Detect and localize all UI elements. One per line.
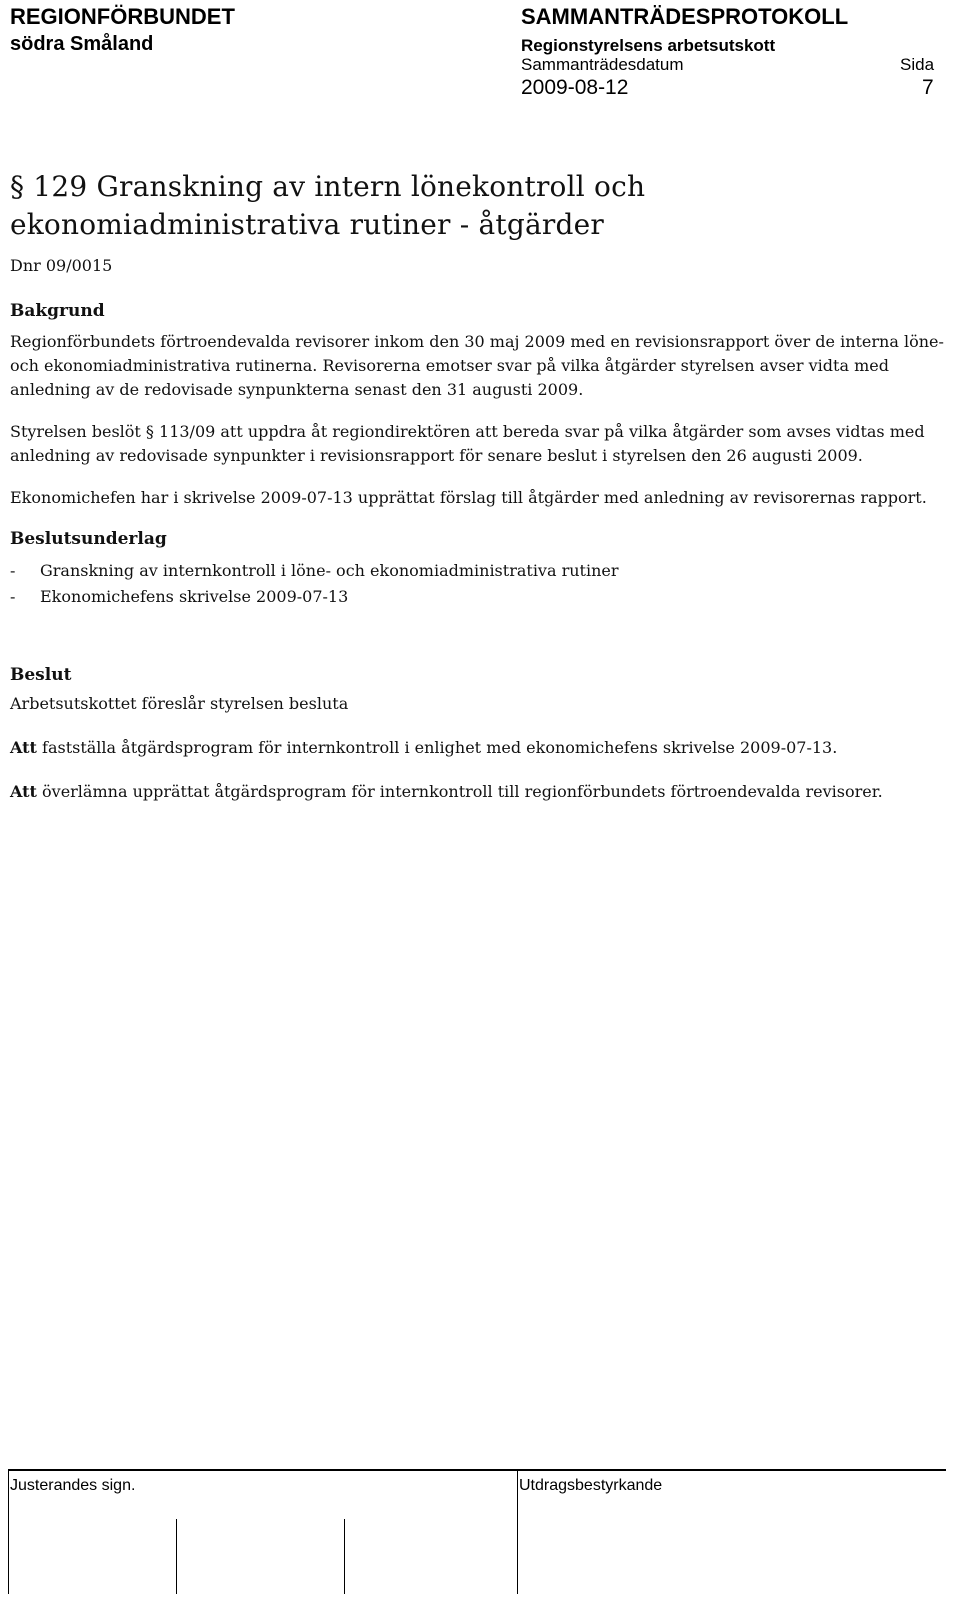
list-item: - Granskning av internkontroll i löne- och ekonomiadministrativa rutiner (10, 561, 619, 580)
beslut-att-2: Att överlämna upprättat åtgärdsprogram för internkontroll till regionförbundets förtroendevalda revisorer. (10, 782, 883, 801)
footer-left-border (8, 1469, 9, 1594)
signature-footer (8, 1469, 946, 1589)
section-heading-beslutsunderlag: Beslutsunderlag (10, 529, 167, 549)
bakgrund-paragraph-1: Regionförbundets förtroendevalda revisorer inkom den 30 maj 2009 med en revisionsrapport över de interna löne- och ekonomiadministrativa rutinerna. Revisorerna emotser svar på vilka åtgärder styrelsen avser vidta med anledning av de redovisade synpunkterna senast den 31 augusti 2009. (10, 332, 944, 399)
diary-number: Dnr 09/0015 (10, 256, 113, 275)
section-heading-beslut: Beslut (10, 665, 72, 685)
bakgrund-paragraph-2: Styrelsen beslöt § 113/09 att uppdra åt regiondirektören att bereda svar på vilka åtgärder som avses vidtas med anledning av redovisade synpunkter i revisionsrapport för senare beslut i styrelsen den 26 augusti 2009. (10, 422, 925, 465)
signature-field-divider (344, 1519, 345, 1594)
protocol-body (10, 168, 955, 804)
beslut-intro: Arbetsutskottet föreslår styrelsen besluta (10, 694, 349, 713)
list-item: - Ekonomichefens skrivelse 2009-07-13 (10, 587, 349, 606)
section-heading-bakgrund: Bakgrund (10, 301, 105, 321)
justerandes-label: Justerandes sign. (10, 1477, 136, 1494)
utdrag-label: Utdragsbestyrkande (519, 1477, 663, 1494)
footer-divider (8, 1469, 946, 1471)
meeting-date: 2009-08-12 (521, 76, 629, 99)
org-name-line2: södra Småland (10, 33, 154, 55)
beslut-att-1: Att fastställa åtgärdsprogram för internkontroll i enlighet med ekonomichefens skrivelse 2009-07-13. (10, 738, 838, 757)
org-name-line1: REGIONFÖRBUNDET (10, 4, 235, 29)
item-title: § 129 Granskning av intern lönekontroll och ekonomiadministrativa rutiner - åtgärder (10, 170, 646, 241)
protocol-title: SAMMANTRÄDESPROTOKOLL (521, 4, 849, 29)
page-number: 7 (922, 76, 934, 99)
committee-name: Regionstyrelsens arbetsutskott (521, 36, 776, 55)
footer-column-divider (517, 1469, 518, 1594)
page-label: Sida (900, 55, 935, 74)
signature-field-divider (176, 1519, 177, 1594)
bakgrund-paragraph-3: Ekonomichefen har i skrivelse 2009-07-13 upprättat förslag till åtgärder med anledning av revisorernas rapport. (10, 488, 927, 507)
date-label: Sammanträdesdatum (521, 55, 684, 74)
beslutsunderlag-list (10, 558, 955, 610)
